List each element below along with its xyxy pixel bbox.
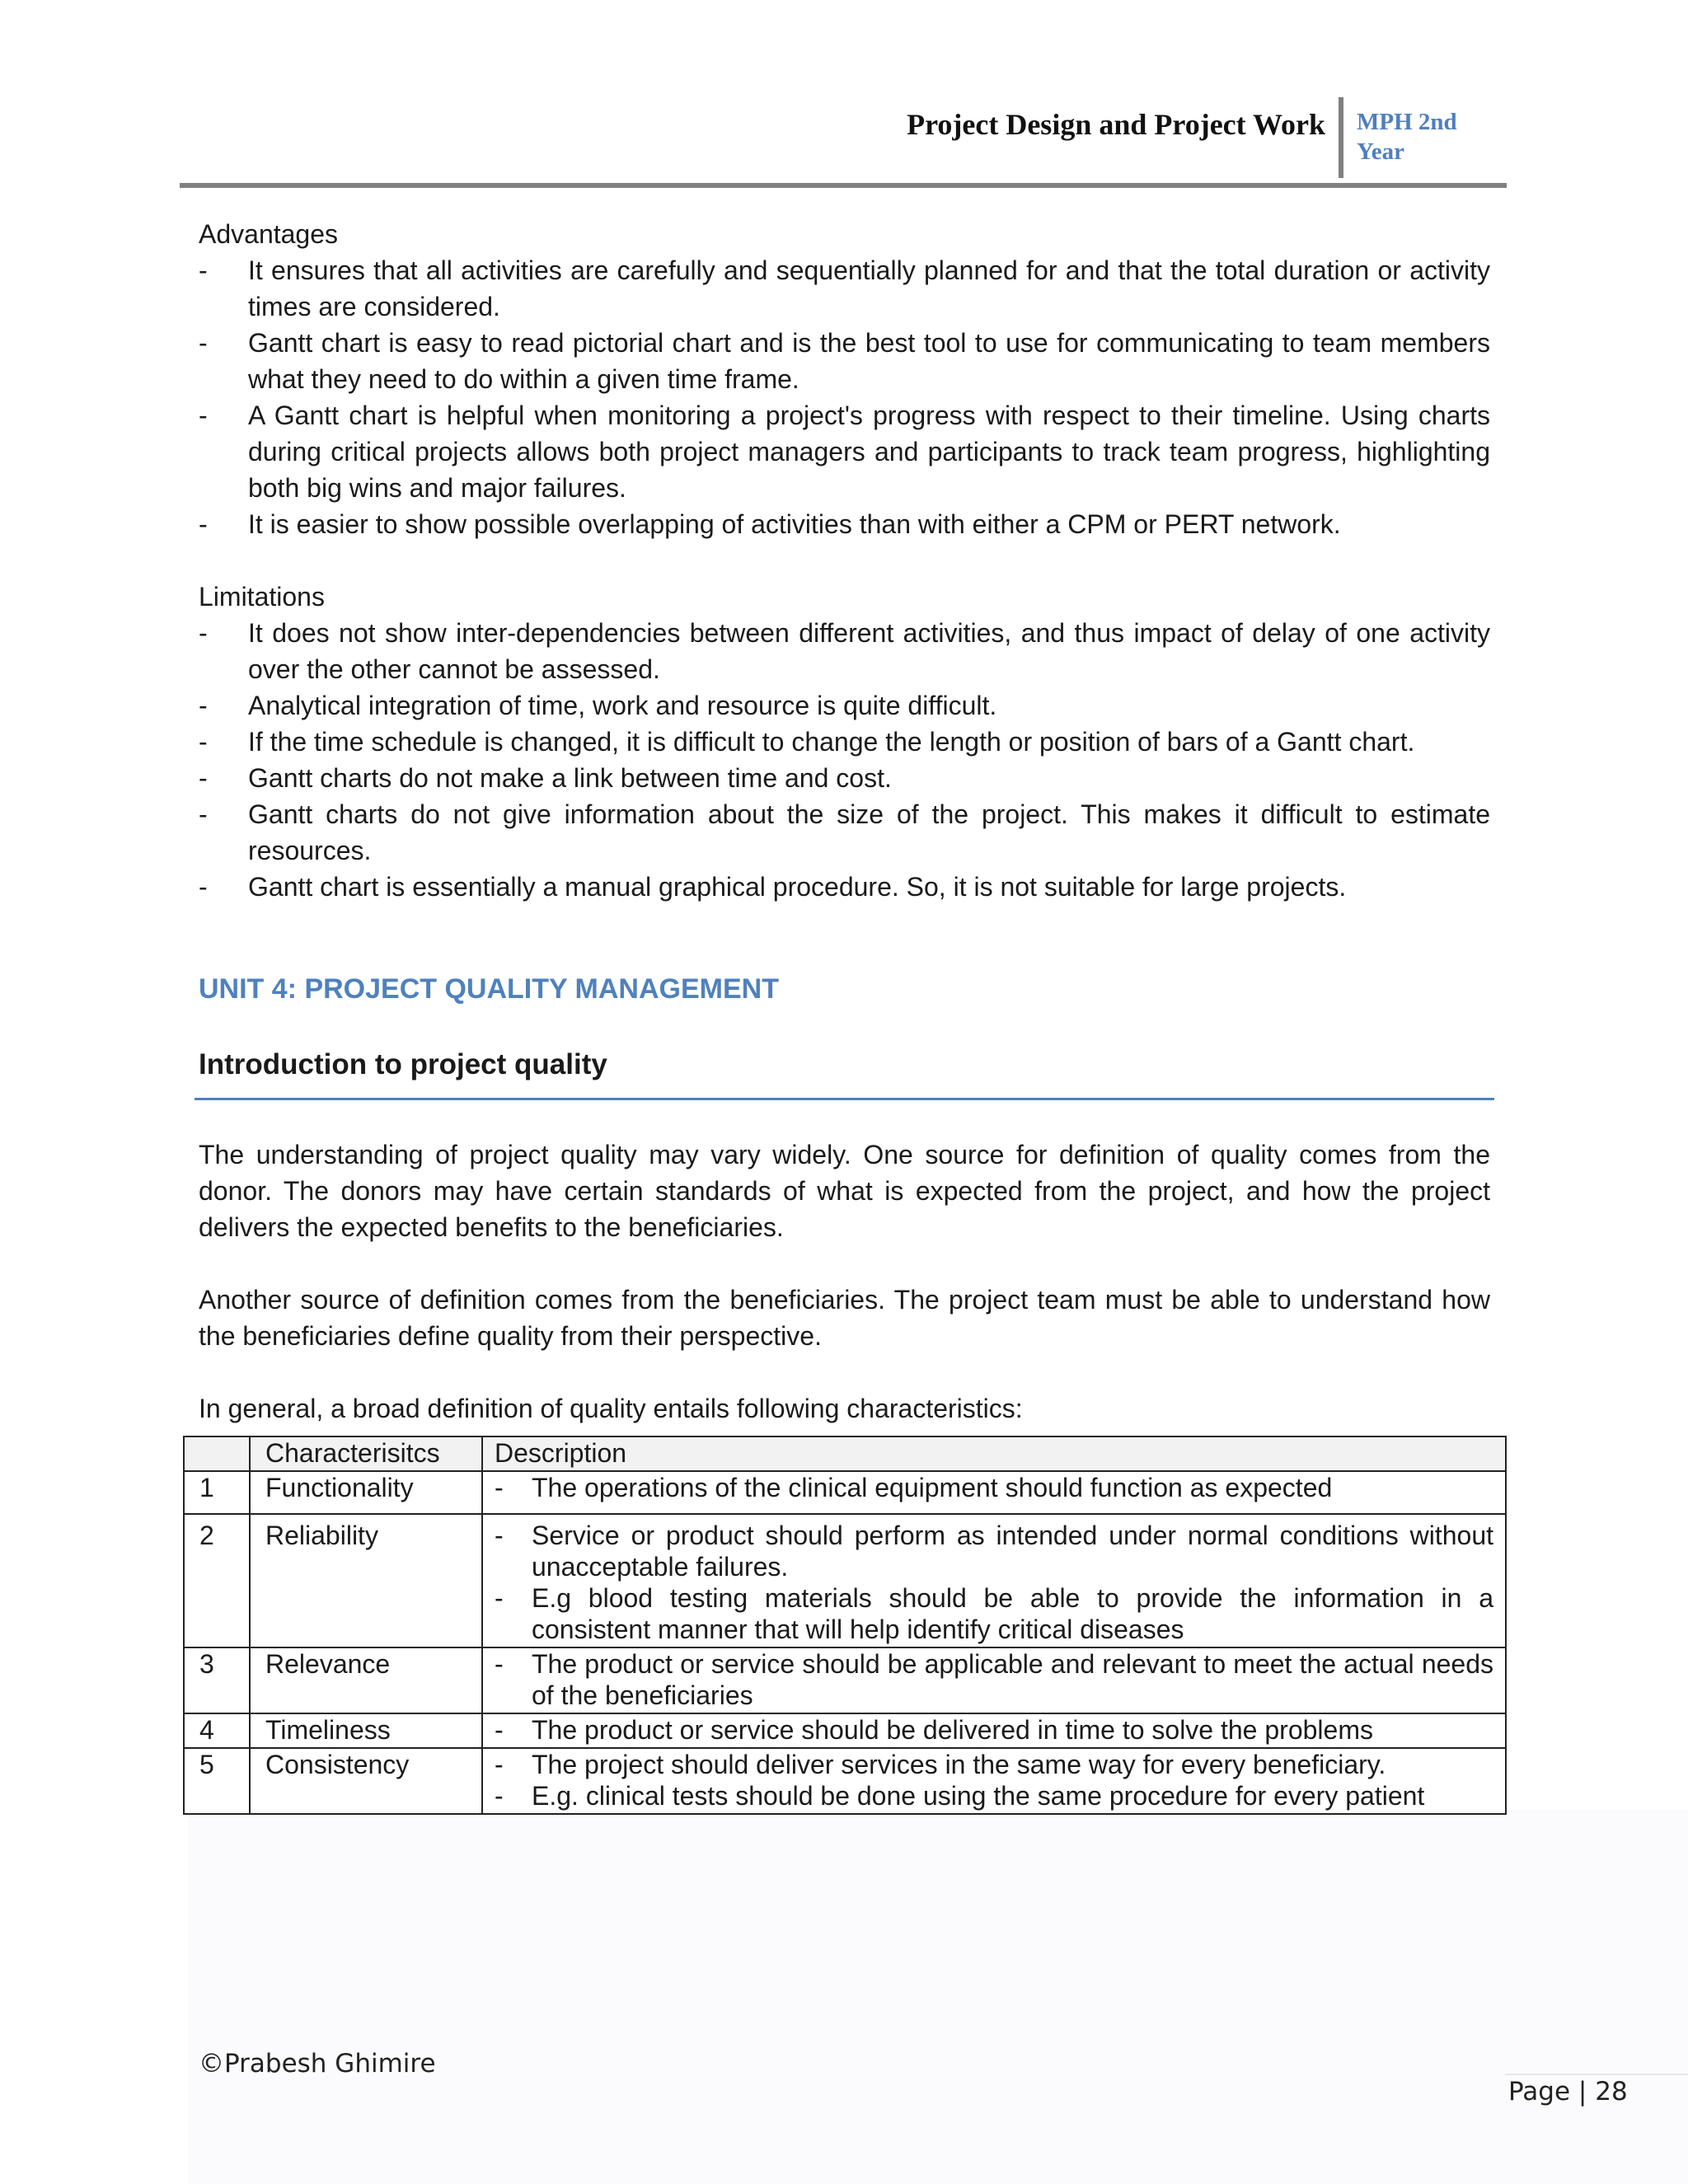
section-heading: Introduction to project quality (195, 1047, 1494, 1100)
list-item: - It does not show inter-dependencies between different activities, and thus impact of delay of one activity over the other cannot be assessed. (199, 618, 1490, 684)
paragraph: In general, a broad definition of quality entails following characteristics: (199, 1394, 1023, 1423)
table-header-row (184, 1436, 1506, 1471)
page-separator: | (1578, 2077, 1587, 2107)
table-header-cell: Characterisitcs (250, 1436, 482, 1471)
list-item: - Gantt chart is easy to read pictorial chart and is the best tool to use for communicating to team members what they need to do within a given time frame. (199, 328, 1490, 394)
table-row (184, 1713, 1506, 1748)
characteristic-description (482, 1713, 1506, 1748)
table-row (184, 1748, 1506, 1814)
list-item: - Service or product should perform as intended under normal conditions without unacceptable failures. (495, 1521, 1493, 1582)
table-header-cell: Description (482, 1436, 1506, 1471)
list-item: - It is easier to show possible overlapping of activities than with either a CPM or PERT network. (199, 509, 1341, 539)
list-item: - Analytical integration of time, work and resource is quite difficult. (199, 691, 997, 720)
characteristic-description (482, 1748, 1506, 1814)
list-item: - The product or service should be delivered in time to solve the problems (495, 1715, 1373, 1745)
page-header (180, 97, 1507, 188)
list-item: - If the time schedule is changed, it is difficult to change the length or position of bars of a Gantt chart. (199, 727, 1415, 757)
characteristic-name: Functionality (250, 1471, 482, 1514)
table-row (184, 1471, 1506, 1514)
paragraph: Another source of definition comes from the beneficiaries. The project team must be able to understand how the beneficiaries define quality from their perspective. (199, 1285, 1490, 1351)
limitations-list (199, 615, 1490, 905)
characteristic-name: Timeliness (250, 1713, 482, 1748)
row-number: 3 (184, 1647, 250, 1713)
list-item: - Gantt charts do not give information about the size of the project. This makes it difficult to estimate resources. (199, 799, 1490, 865)
page-label: Page (1508, 2077, 1571, 2107)
characteristic-name: Relevance (250, 1647, 482, 1713)
page-number-value: 28 (1595, 2077, 1628, 2107)
row-number: 2 (184, 1514, 250, 1647)
advantages-list (199, 252, 1490, 542)
row-number: 5 (184, 1748, 250, 1814)
list-item: - The project should deliver services in the same way for every beneficiary. (495, 1750, 1386, 1779)
header-title: Project Design and Project Work (907, 108, 1325, 141)
list-item: - E.g blood testing materials should be able to provide the information in a consistent manner that will help identify critical diseases (495, 1583, 1493, 1644)
footer-shade (188, 1809, 1688, 2184)
characteristic-name: Consistency (250, 1748, 482, 1814)
list-item: - E.g. clinical tests should be done using the same procedure for every patient (495, 1781, 1425, 1811)
footer-divider (1505, 2074, 1688, 2075)
unit-heading: UNIT 4: PROJECT QUALITY MANAGEMENT (199, 973, 779, 1005)
row-number: 4 (184, 1713, 250, 1748)
row-number: 1 (184, 1471, 250, 1514)
list-item: - It ensures that all activities are carefully and sequentially planned for and that the total duration or activity times are considered. (199, 255, 1490, 321)
limitations-heading: Limitations (199, 582, 325, 612)
header-divider (1339, 97, 1343, 178)
list-item: - The product or service should be applicable and relevant to meet the actual needs of the beneficiaries (495, 1649, 1493, 1710)
header-subtitle: MPH 2nd Year (1357, 109, 1457, 165)
list-item: - Gantt charts do not make a link between time and cost. (199, 763, 892, 793)
quality-characteristics-table (183, 1436, 1507, 1815)
list-item: - The operations of the clinical equipment should function as expected (495, 1473, 1333, 1502)
list-item: - A Gantt chart is helpful when monitoring a project's progress with respect to their timeline. Using charts during critical projects allows both project managers and participants to track team progress, highlighting both big wins and major failures. (199, 401, 1490, 503)
list-item: - Gantt chart is essentially a manual graphical procedure. So, it is not suitable for large projects. (199, 872, 1347, 902)
characteristic-name: Reliability (250, 1514, 482, 1647)
advantages-heading: Advantages (199, 219, 339, 249)
table-row (184, 1514, 1506, 1647)
page-number (1508, 2077, 1628, 2107)
table-row (184, 1647, 1506, 1713)
characteristic-description (482, 1647, 1506, 1713)
characteristic-description (482, 1471, 1506, 1514)
copyright-text: ©Prabesh Ghimire (199, 2049, 436, 2079)
table-header-cell (184, 1436, 250, 1471)
characteristic-description (482, 1514, 1506, 1647)
paragraph: The understanding of project quality may vary widely. One source for definition of quality comes from the donor. The donors may have certain standards of what is expected from the project, and how the project delivers the expected benefits to the beneficiaries. (199, 1140, 1490, 1242)
page-content (199, 216, 1490, 1427)
